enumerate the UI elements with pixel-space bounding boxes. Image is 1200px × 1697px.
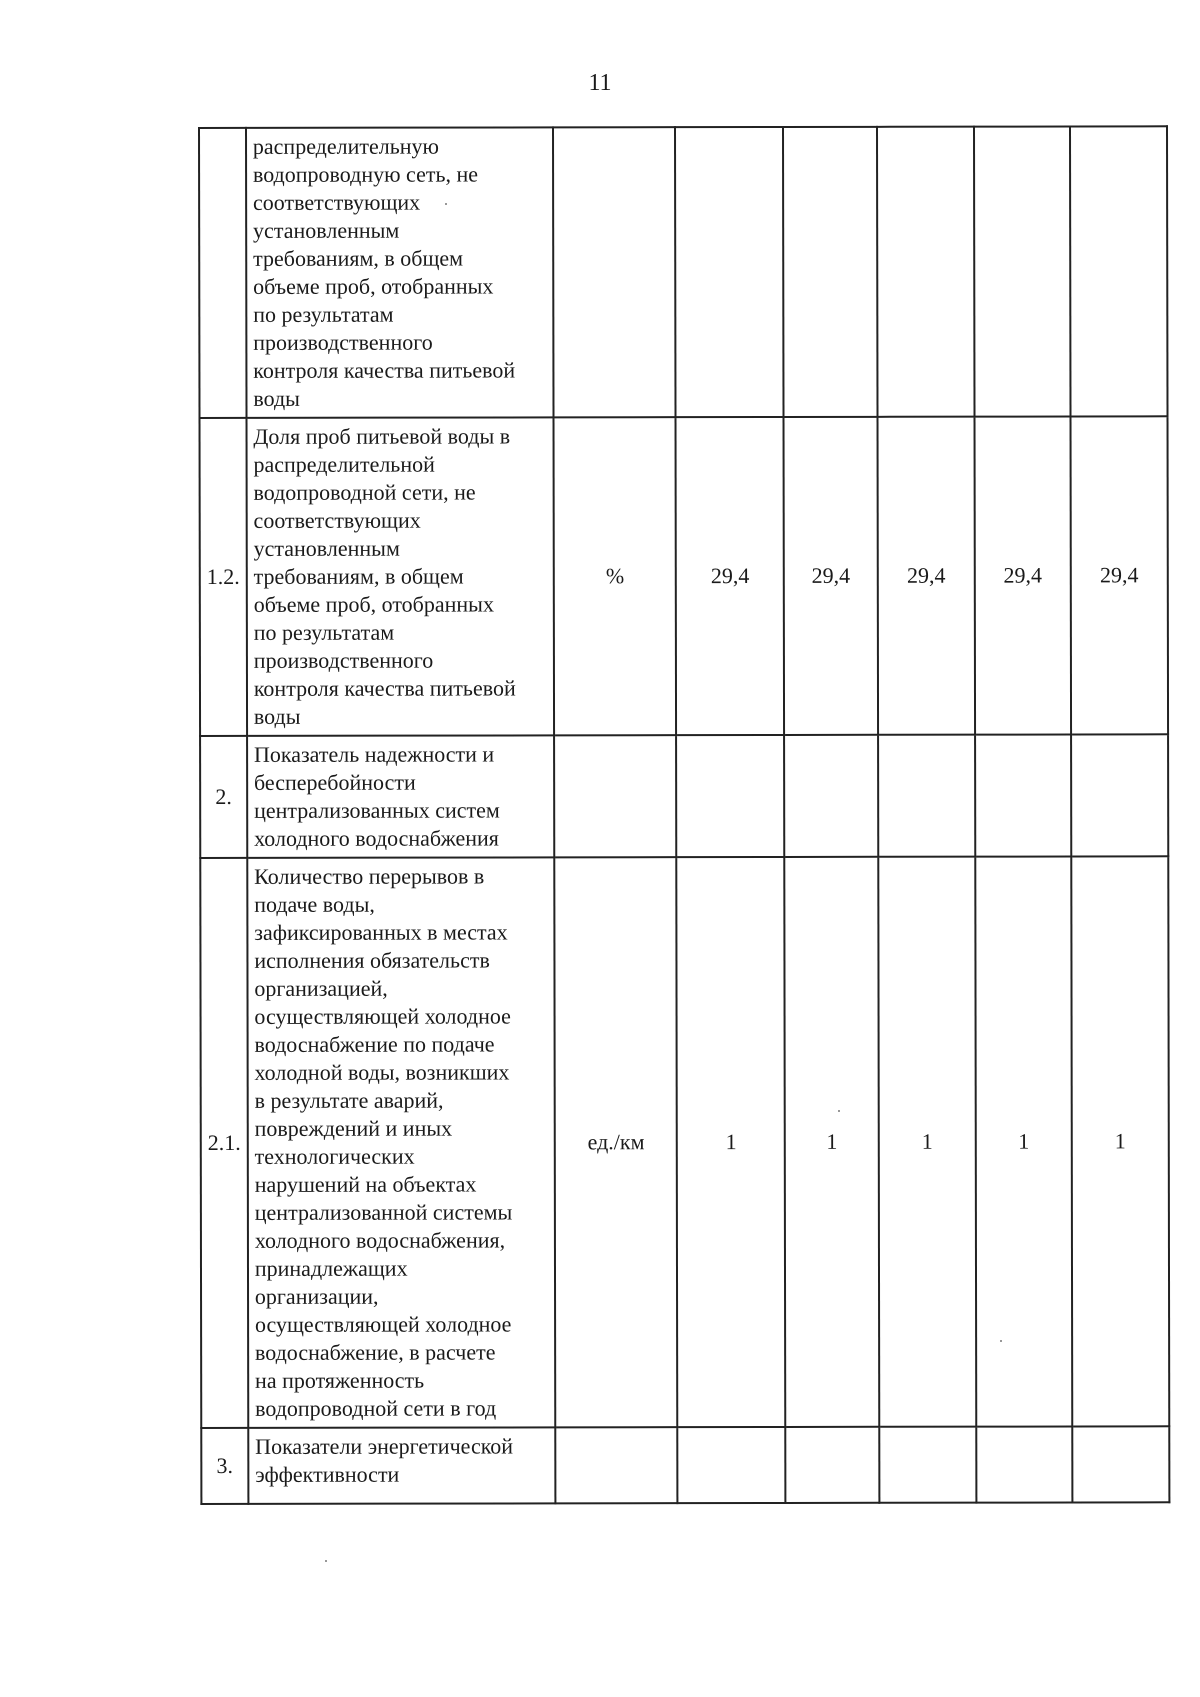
indicator-name-line: на протяженность: [255, 1367, 425, 1393]
indicators-table: [198, 125, 1170, 1505]
indicator-name-line: контроля качества питьевой: [253, 357, 516, 383]
row-number: 2.: [200, 736, 247, 858]
value-cell: 29,4: [877, 417, 975, 735]
indicator-name-line: водопроводную сеть, не: [252, 161, 479, 187]
indicator-name-line: водопроводной сети, не: [253, 479, 476, 505]
indicator-name-line: нарушений на объектах: [254, 1171, 477, 1197]
unit-cell: ед./км: [555, 857, 678, 1427]
value-cell: [976, 1426, 1072, 1502]
value-cell: 1: [975, 856, 1072, 1426]
unit-cell: [553, 127, 676, 417]
indicator-name-line: производственного: [253, 329, 433, 355]
scan-speck: [445, 203, 447, 205]
value-cell: [1071, 734, 1168, 856]
table-row: [200, 734, 1168, 858]
indicator-name-line: водоснабжение по подаче: [254, 1031, 495, 1057]
indicator-name-line: холодной воды, возникших: [254, 1059, 510, 1085]
indicator-name: [246, 417, 554, 736]
value-cell: [975, 734, 1071, 856]
indicator-name-line: соответствующих: [252, 189, 421, 215]
indicator-name-line: эффективности: [255, 1461, 400, 1487]
indicator-name-line: холодного водоснабжения,: [254, 1227, 506, 1253]
indicator-name-line: воды: [253, 385, 300, 411]
value-cell: [974, 126, 1070, 416]
table-row: [200, 856, 1169, 1428]
value-cell: [1070, 126, 1168, 416]
value-cell: 1: [785, 857, 880, 1427]
value-cell: 1: [878, 857, 976, 1427]
row-number: [199, 128, 246, 418]
table-row: [200, 416, 1169, 736]
indicator-name: [246, 127, 554, 418]
indicator-name-line: установленным: [253, 217, 400, 243]
indicator-name-line: Количество перерывов в: [254, 863, 485, 889]
indicator-name-line: Доля проб питьевой воды в: [253, 423, 511, 449]
indicator-name-line: производственного: [253, 647, 434, 673]
scan-speck: [325, 1560, 327, 1562]
value-cell: [879, 1427, 976, 1503]
value-cell: 29,4: [974, 416, 1070, 734]
indicator-name-line: водопроводной сети в год: [255, 1395, 497, 1421]
value-cell: [878, 735, 975, 857]
indicator-name-line: принадлежащих: [254, 1255, 408, 1281]
indicator-name-line: холодного водоснабжения: [254, 825, 499, 851]
indicator-name-line: воды: [253, 703, 301, 729]
table-body: [199, 126, 1169, 1504]
indicator-name-line: осуществляющей холодное: [254, 1003, 511, 1029]
indicator-name-line: объеме проб, отобранных: [253, 591, 494, 617]
indicator-name-line: по результатам: [253, 619, 395, 645]
value-cell: 29,4: [1070, 416, 1168, 734]
row-number: 3.: [201, 1428, 248, 1504]
indicator-name-line: объеме проб, отобранных: [253, 273, 494, 299]
value-cell: 1: [1071, 856, 1169, 1426]
value-cell: [675, 127, 783, 417]
table-row: [201, 1426, 1169, 1504]
indicator-name-line: Показатели энергетической: [255, 1433, 514, 1459]
value-cell: [1072, 1426, 1169, 1502]
indicator-name: [247, 735, 555, 858]
indicator-name-line: распределительной: [253, 451, 435, 477]
table-row: [199, 126, 1168, 418]
scan-speck: [838, 1110, 840, 1112]
row-number: 2.1.: [200, 858, 248, 1428]
indicator-name-line: водоснабжение, в расчете: [254, 1339, 496, 1365]
indicator-name-line: осуществляющей холодное: [254, 1311, 512, 1337]
indicator-name-line: повреждений и иных: [254, 1115, 453, 1141]
value-cell: [676, 735, 784, 857]
value-cell: [877, 127, 975, 417]
page-number: 11: [588, 70, 612, 96]
indicator-name-line: требованиям, в общем: [253, 245, 464, 271]
indicator-name-line: по результатам: [253, 301, 394, 327]
indicator-name-line: бесперебойности: [253, 769, 416, 795]
indicator-name: [247, 857, 555, 1428]
indicator-name-line: зафиксированных в местах: [254, 919, 508, 945]
indicator-name-line: контроля качества питьевой: [253, 675, 516, 701]
value-cell: 29,4: [676, 417, 784, 735]
value-cell: [678, 1427, 786, 1503]
value-cell: [784, 735, 878, 857]
indicator-name-line: централизованных систем: [254, 797, 500, 823]
row-number: 1.2.: [200, 418, 247, 736]
indicator-name-line: исполнения обязательств: [254, 947, 490, 973]
value-cell: [783, 127, 877, 417]
indicator-name-line: организацией,: [254, 975, 388, 1001]
indicator-name-line: централизованной системы: [254, 1199, 513, 1225]
indicator-name-line: подаче воды,: [254, 891, 375, 917]
unit-cell: [556, 1427, 678, 1503]
value-cell: [786, 1427, 880, 1503]
indicator-name-line: организации,: [254, 1283, 379, 1309]
scan-speck: [1000, 1340, 1002, 1342]
indicator-name-line: Показатель надежности и: [253, 741, 495, 767]
indicator-name-line: технологических: [254, 1143, 415, 1169]
indicator-name-line: соответствующих: [253, 507, 421, 533]
unit-cell: [554, 735, 676, 857]
unit-cell: %: [554, 417, 677, 735]
value-cell: 29,4: [784, 417, 878, 735]
indicator-name-line: в результате аварий,: [254, 1087, 444, 1113]
indicator-name: [248, 1427, 556, 1504]
value-cell: 1: [677, 857, 786, 1427]
indicator-name-line: требованиям, в общем: [253, 563, 464, 589]
indicator-name-line: распределительную: [252, 133, 440, 159]
indicator-name-line: установленным: [253, 535, 400, 561]
